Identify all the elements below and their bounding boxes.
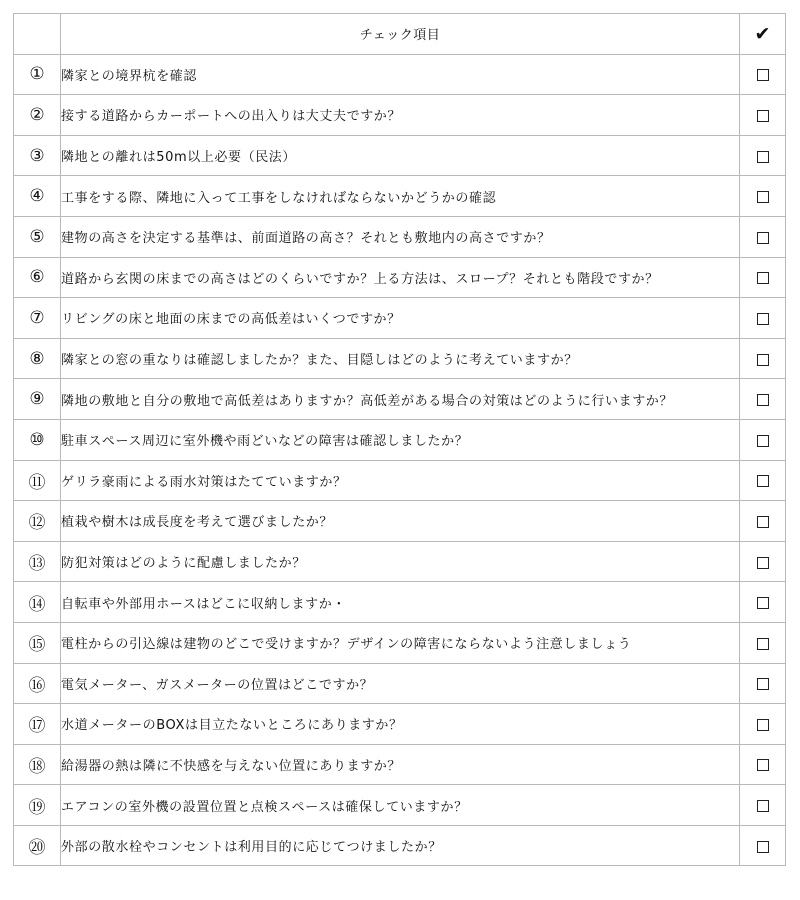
check-cell	[740, 95, 786, 136]
table-row	[14, 419, 786, 460]
check-column-header: ✔	[740, 14, 786, 55]
item-number: ⑥	[14, 257, 61, 298]
checkbox[interactable]	[757, 800, 769, 812]
item-text: 給湯器の熱は隣に不快感を与えない位置にありますか？	[61, 744, 740, 785]
table-row	[14, 825, 786, 866]
item-number: ⑦	[14, 298, 61, 339]
item-text: 隣家との窓の重なりは確認しましたか？また、目隠しはどのように考えていますか？	[61, 338, 740, 379]
checkbox[interactable]	[757, 232, 769, 244]
check-cell	[740, 582, 786, 623]
check-cell	[740, 298, 786, 339]
item-number: ⑭	[14, 582, 61, 623]
check-cell	[740, 541, 786, 582]
check-cell	[740, 460, 786, 501]
check-cell	[740, 825, 786, 866]
item-number: ⑮	[14, 622, 61, 663]
item-text: 植栽や樹木は成長度を考えて選びましたか？	[61, 501, 740, 542]
item-number: ⑯	[14, 663, 61, 704]
item-number: ②	[14, 95, 61, 136]
table-row	[14, 257, 786, 298]
item-text: リビングの床と地面の床までの高低差はいくつですか？	[61, 298, 740, 339]
table-row	[14, 338, 786, 379]
checkbox[interactable]	[757, 638, 769, 650]
item-number: ⑬	[14, 541, 61, 582]
check-cell	[740, 338, 786, 379]
item-text: 工事をする際、隣地に入って工事をしなければならないかどうかの確認	[61, 176, 740, 217]
table-row	[14, 54, 786, 95]
table-row	[14, 541, 786, 582]
checkbox[interactable]	[757, 313, 769, 325]
item-text: 建物の高さを決定する基準は、前面道路の高さ？それとも敷地内の高さですか？	[61, 216, 740, 257]
item-number: ⑪	[14, 460, 61, 501]
table-row	[14, 298, 786, 339]
number-column-header	[14, 14, 61, 55]
checkbox[interactable]	[757, 354, 769, 366]
checklist-table	[13, 13, 786, 866]
item-text: 接する道路からカーポートへの出入りは大丈夫ですか？	[61, 95, 740, 136]
item-number: ⑤	[14, 216, 61, 257]
item-text: 電気メーター、ガスメーターの位置はどこですか？	[61, 663, 740, 704]
table-row	[14, 460, 786, 501]
checkbox[interactable]	[757, 69, 769, 81]
check-cell	[740, 622, 786, 663]
table-row	[14, 744, 786, 785]
item-text: エアコンの室外機の設置位置と点検スペースは確保していますか？	[61, 785, 740, 826]
checkbox[interactable]	[757, 597, 769, 609]
item-text: ゲリラ豪雨による雨水対策はたてていますか？	[61, 460, 740, 501]
item-text: 道路から玄関の床までの高さはどのくらいですか？上る方法は、スロープ？それとも階段ですか？	[61, 257, 740, 298]
item-number: ⑧	[14, 338, 61, 379]
item-text: 駐車スペース周辺に室外機や雨どいなどの障害は確認しましたか？	[61, 419, 740, 460]
checkbox[interactable]	[757, 272, 769, 284]
check-cell	[740, 176, 786, 217]
checkbox[interactable]	[757, 759, 769, 771]
table-row	[14, 95, 786, 136]
checkbox[interactable]	[757, 719, 769, 731]
item-number: ⑲	[14, 785, 61, 826]
table-row	[14, 379, 786, 420]
check-cell	[740, 257, 786, 298]
header-row	[14, 14, 786, 55]
table-row	[14, 501, 786, 542]
item-column-header: チェック項目	[61, 14, 740, 55]
item-number: ④	[14, 176, 61, 217]
check-cell	[740, 379, 786, 420]
item-number: ⑳	[14, 825, 61, 866]
table-row	[14, 704, 786, 745]
checkbox[interactable]	[757, 557, 769, 569]
item-text: 隣地の敷地と自分の敷地で高低差はありますか？高低差がある場合の対策はどのように行いますか？	[61, 379, 740, 420]
check-cell	[740, 216, 786, 257]
item-number: ⑩	[14, 419, 61, 460]
checkbox[interactable]	[757, 435, 769, 447]
checkbox[interactable]	[757, 394, 769, 406]
table-row	[14, 176, 786, 217]
item-number: ③	[14, 135, 61, 176]
check-cell	[740, 785, 786, 826]
check-cell	[740, 419, 786, 460]
checklist-sheet	[13, 13, 785, 866]
item-number: ⑨	[14, 379, 61, 420]
check-cell	[740, 501, 786, 542]
item-number: ⑰	[14, 704, 61, 745]
check-cell	[740, 704, 786, 745]
check-cell	[740, 54, 786, 95]
table-row	[14, 216, 786, 257]
table-row	[14, 135, 786, 176]
table-row	[14, 622, 786, 663]
item-text: 防犯対策はどのように配慮しましたか？	[61, 541, 740, 582]
checkbox[interactable]	[757, 678, 769, 690]
item-number: ①	[14, 54, 61, 95]
checkbox[interactable]	[757, 475, 769, 487]
checkbox[interactable]	[757, 191, 769, 203]
check-cell	[740, 663, 786, 704]
item-number: ⑫	[14, 501, 61, 542]
table-row	[14, 785, 786, 826]
item-text: 外部の散水栓やコンセントは利用目的に応じてつけましたか？	[61, 825, 740, 866]
checkbox[interactable]	[757, 841, 769, 853]
table-row	[14, 663, 786, 704]
item-number: ⑱	[14, 744, 61, 785]
item-text: 隣地との離れは50m以上必要（民法）	[61, 135, 740, 176]
checkbox[interactable]	[757, 516, 769, 528]
item-text: 電柱からの引込線は建物のどこで受けますか？デザインの障害にならないよう注意しましょう	[61, 622, 740, 663]
check-cell	[740, 135, 786, 176]
table-row	[14, 582, 786, 623]
item-text: 隣家との境界杭を確認	[61, 54, 740, 95]
item-text: 水道メーターのBOXは目立たないところにありますか？	[61, 704, 740, 745]
checkbox[interactable]	[757, 151, 769, 163]
item-text: 自転車や外部用ホースはどこに収納しますか・	[61, 582, 740, 623]
check-cell	[740, 744, 786, 785]
checkbox[interactable]	[757, 110, 769, 122]
